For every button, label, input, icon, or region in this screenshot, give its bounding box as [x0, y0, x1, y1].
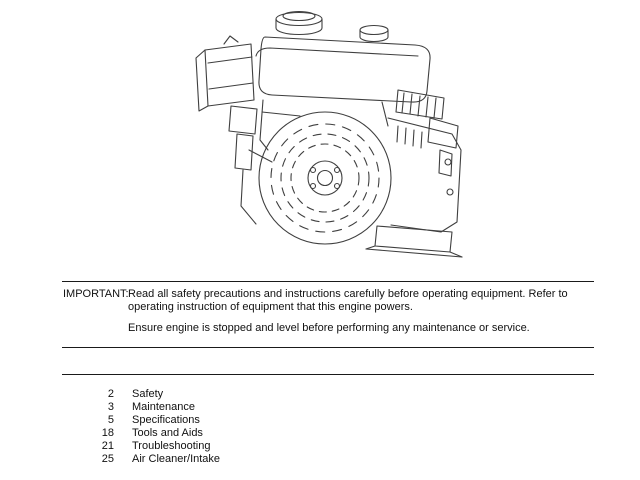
important-body — [128, 288, 594, 343]
important-note — [63, 288, 594, 343]
toc-row — [62, 388, 220, 401]
toc-entry-label: Tools and Aids — [132, 427, 203, 439]
toc-row — [62, 453, 220, 466]
toc-page-number: 2 — [107, 388, 114, 400]
important-paragraph-1: Read all safety precautions and instructions carefully before operating equipment. Refer to operating instruction of equipment that this engine powers. — [128, 288, 568, 313]
toc-page-number: 3 — [107, 401, 114, 413]
toc-page-number: 18 — [101, 427, 114, 439]
important-label: IMPORTANT: — [63, 288, 129, 300]
toc-row — [62, 440, 220, 453]
table-of-contents — [62, 388, 220, 466]
important-paragraph-2: Ensure engine is stopped and level before performing any maintenance or service. — [128, 322, 530, 334]
toc-entry-label: Specifications — [132, 414, 200, 426]
toc-row — [62, 401, 220, 414]
toc-row — [62, 427, 220, 440]
toc-page-number: 5 — [107, 414, 114, 426]
toc-entry-label: Safety — [132, 388, 164, 400]
toc-entry-label: Air Cleaner/Intake — [132, 453, 221, 465]
toc-page-number: 21 — [101, 440, 114, 452]
toc-entry-label: Troubleshooting — [132, 440, 211, 452]
divider-bottom — [62, 374, 594, 375]
toc-entry-label: Maintenance — [132, 401, 195, 413]
toc-row — [62, 414, 220, 427]
toc-page-number: 25 — [101, 453, 114, 465]
divider-middle — [62, 347, 594, 348]
divider-top — [62, 281, 594, 282]
